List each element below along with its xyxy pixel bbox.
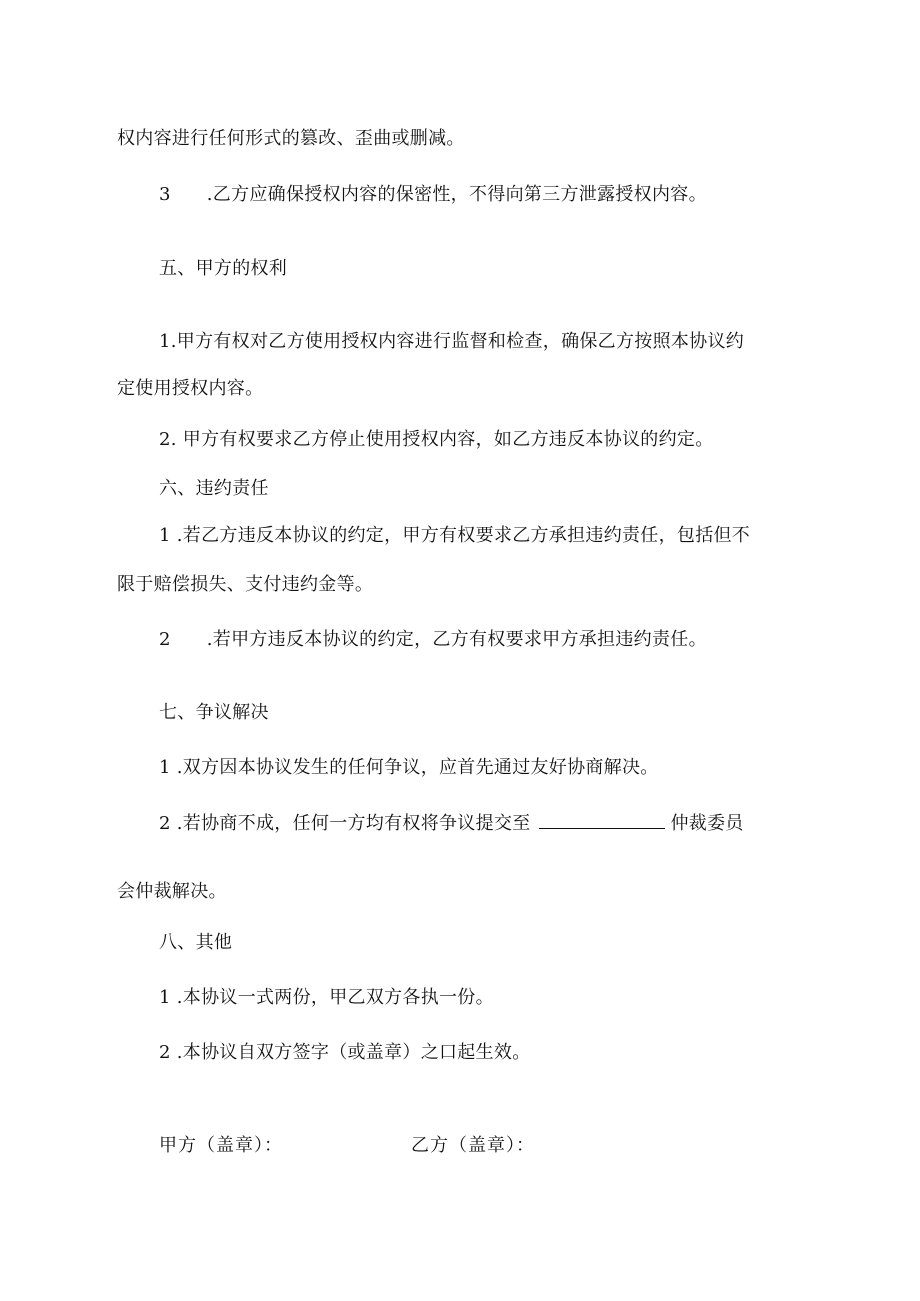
clause-6-1-line-2: 限于赔偿损失、支付违约金等。 bbox=[117, 574, 374, 595]
clause-7-1: 1 .双方因本协议发生的任何争议，应首先通过友好协商解决。 bbox=[159, 757, 659, 778]
clause-4-2-continuation: 权内容进行任何形式的篡改、歪曲或删减。 bbox=[117, 128, 465, 149]
clause-7-2-line-2: 会仲裁解决。 bbox=[117, 881, 227, 902]
clause-6-2 bbox=[159, 628, 707, 652]
clause-5-2: 2. 甲方有权要求乙方停止使用授权内容，如乙方违反本协议的约定。 bbox=[159, 429, 714, 450]
section-heading-8: 八、其他 bbox=[159, 932, 233, 953]
clause-4-3 bbox=[159, 183, 707, 207]
clause-text-continued: 仲裁委员 bbox=[670, 813, 744, 834]
clause-8-2: 2 .本协议自双方签字（或盖章）之口起生效。 bbox=[159, 1042, 531, 1063]
section-heading-7: 七、争议解决 bbox=[159, 702, 269, 723]
clause-5-1-line-2: 定使用授权内容。 bbox=[117, 378, 264, 399]
clause-number: 2 bbox=[159, 629, 171, 650]
clause-8-1: 1 .本协议一式两份，甲乙双方各执一份。 bbox=[159, 987, 494, 1008]
section-heading-5: 五、甲方的权利 bbox=[159, 258, 288, 279]
section-heading-6: 六、违约责任 bbox=[159, 478, 269, 499]
clause-5-1-line-1: 1.甲方有权对乙方使用授权内容进行监督和检查，确保乙方按照本协议约 bbox=[159, 331, 745, 352]
clause-7-2-line-1 bbox=[159, 810, 744, 836]
party-b-signature-label: 乙方（盖章）： bbox=[411, 1135, 535, 1156]
clause-text: 2 .若协商不成，任何一方均有权将争议提交至 bbox=[159, 813, 531, 834]
clause-text: .若甲方违反本协议的约定，乙方有权要求甲方承担违约责任。 bbox=[206, 629, 707, 650]
clause-number: 3 bbox=[159, 184, 171, 205]
fill-in-blank bbox=[539, 810, 665, 829]
party-a-signature-label: 甲方（盖章）： bbox=[159, 1135, 283, 1156]
clause-6-1-line-1: 1 .若乙方违反本协议的约定，甲方有权要求乙方承担违约责任，包括但不 bbox=[159, 525, 751, 546]
clause-text: .乙方应确保授权内容的保密性，不得向第三方泄露授权内容。 bbox=[206, 184, 707, 205]
